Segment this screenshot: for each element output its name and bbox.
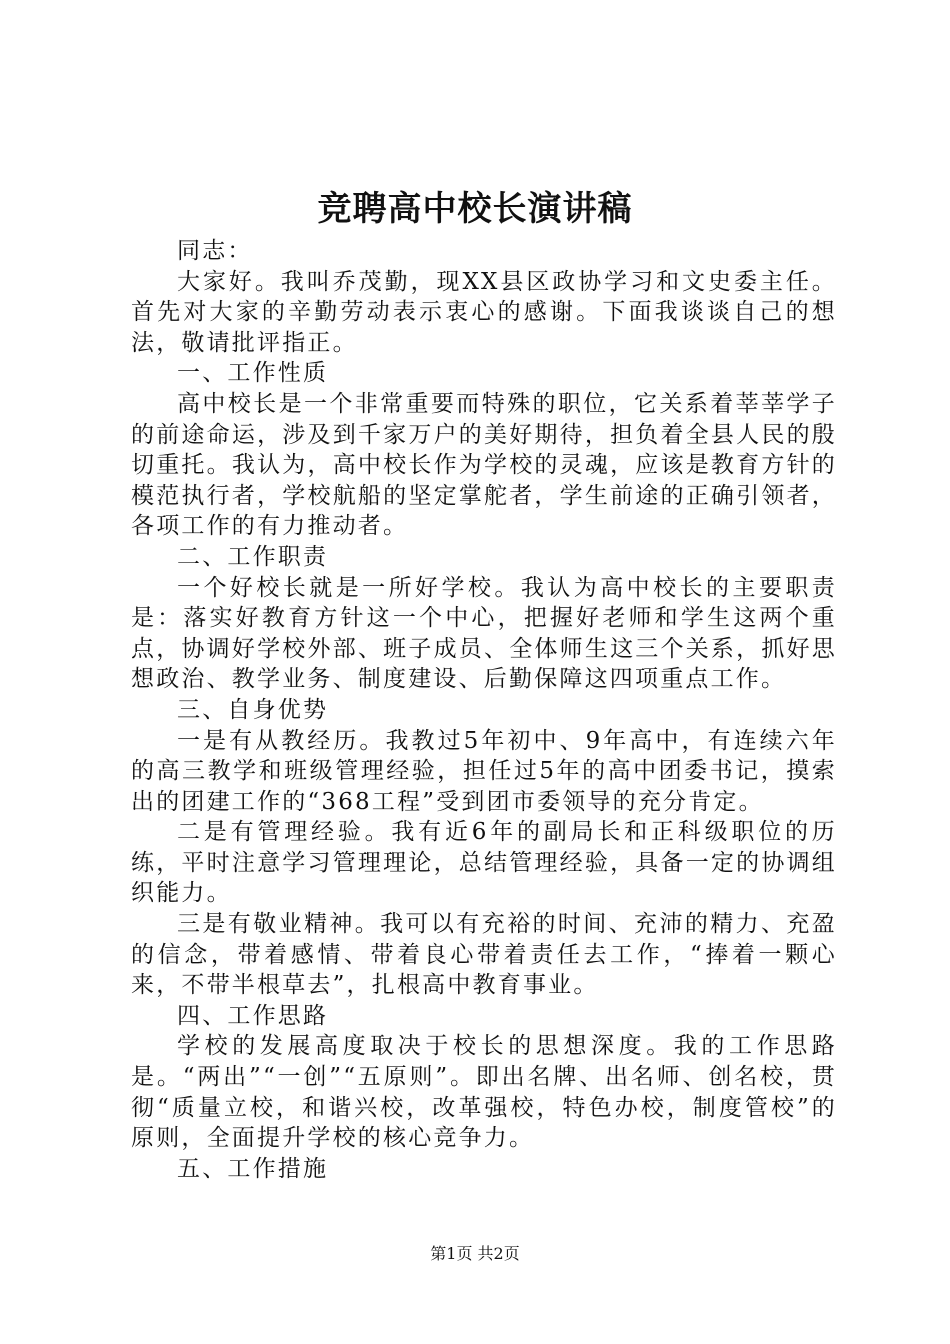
section-heading-4: 四、工作思路	[177, 1002, 329, 1029]
document-title: 竞聘高中校长演讲稿	[317, 189, 633, 229]
section-heading-5: 五、工作措施	[177, 1155, 329, 1182]
section-heading-2: 二、工作职责	[177, 543, 329, 570]
section-heading-3: 三、自身优势	[177, 696, 329, 723]
section-heading-1: 一、工作性质	[177, 360, 329, 387]
page-footer: 第1页 共2页	[430, 1244, 520, 1263]
paragraph-work-nature: 高中校长是一个非常重要而特殊的职位，它关系着莘莘学子的前途命运，涉及到千家万户的美好期待，担负着全县人民的殷切重托。我认为，高中校长作为学校的灵魂，应该是教育方针的模范执行者，学校航船的坚定掌舵者，学生前途的正确引领者，各项工作的有力推动者。	[131, 390, 837, 540]
paragraph-management-experience: 二是有管理经验。我有近6年的副局长和正科级职位的历练，平时注意学习管理理论，总结管理经验，具备一定的协调组织能力。	[131, 819, 837, 907]
document-body	[131, 236, 837, 1184]
paragraph-teaching-experience: 一是有从教经历。我教过5年初中、9年高中，有连续六年的高三教学和班级管理经验，担任过5年的高中团委书记，摸索出的团建工作的“368工程”受到团市委领导的充分肯定。	[131, 727, 837, 815]
paragraph-work-ideas: 学校的发展高度取决于校长的思想深度。我的工作思路是。“两出”“一创”“五原则”。即出名牌、出名师、创名校，贯彻“质量立校，和谐兴校，改革强校，特色办校，制度管校”的原则，全面提升学校的核心竞争力。	[131, 1033, 837, 1152]
paragraph-dedication: 三是有敬业精神。我可以有充裕的时间、充沛的精力、充盈的信念，带着感情、带着良心带着责任去工作，“捧着一颗心来，不带半根草去”，扎根高中教育事业。	[131, 911, 837, 999]
paragraph-greeting: 大家好。我叫乔茂勤，现XX县区政协学习和文史委主任。首先对大家的辛勤劳动表示衷心的感谢。下面我谈谈自己的想法，敬请批评指正。	[131, 268, 837, 356]
paragraph-duties: 一个好校长就是一所好学校。我认为高中校长的主要职责是：落实好教育方针这一个中心，把握好老师和学生这两个重点，协调好学校外部、班子成员、全体师生这三个关系，抓好思想政治、教学业务、制度建设、后勤保障这四项重点工作。	[131, 574, 837, 693]
salutation: 同志：	[177, 238, 253, 264]
